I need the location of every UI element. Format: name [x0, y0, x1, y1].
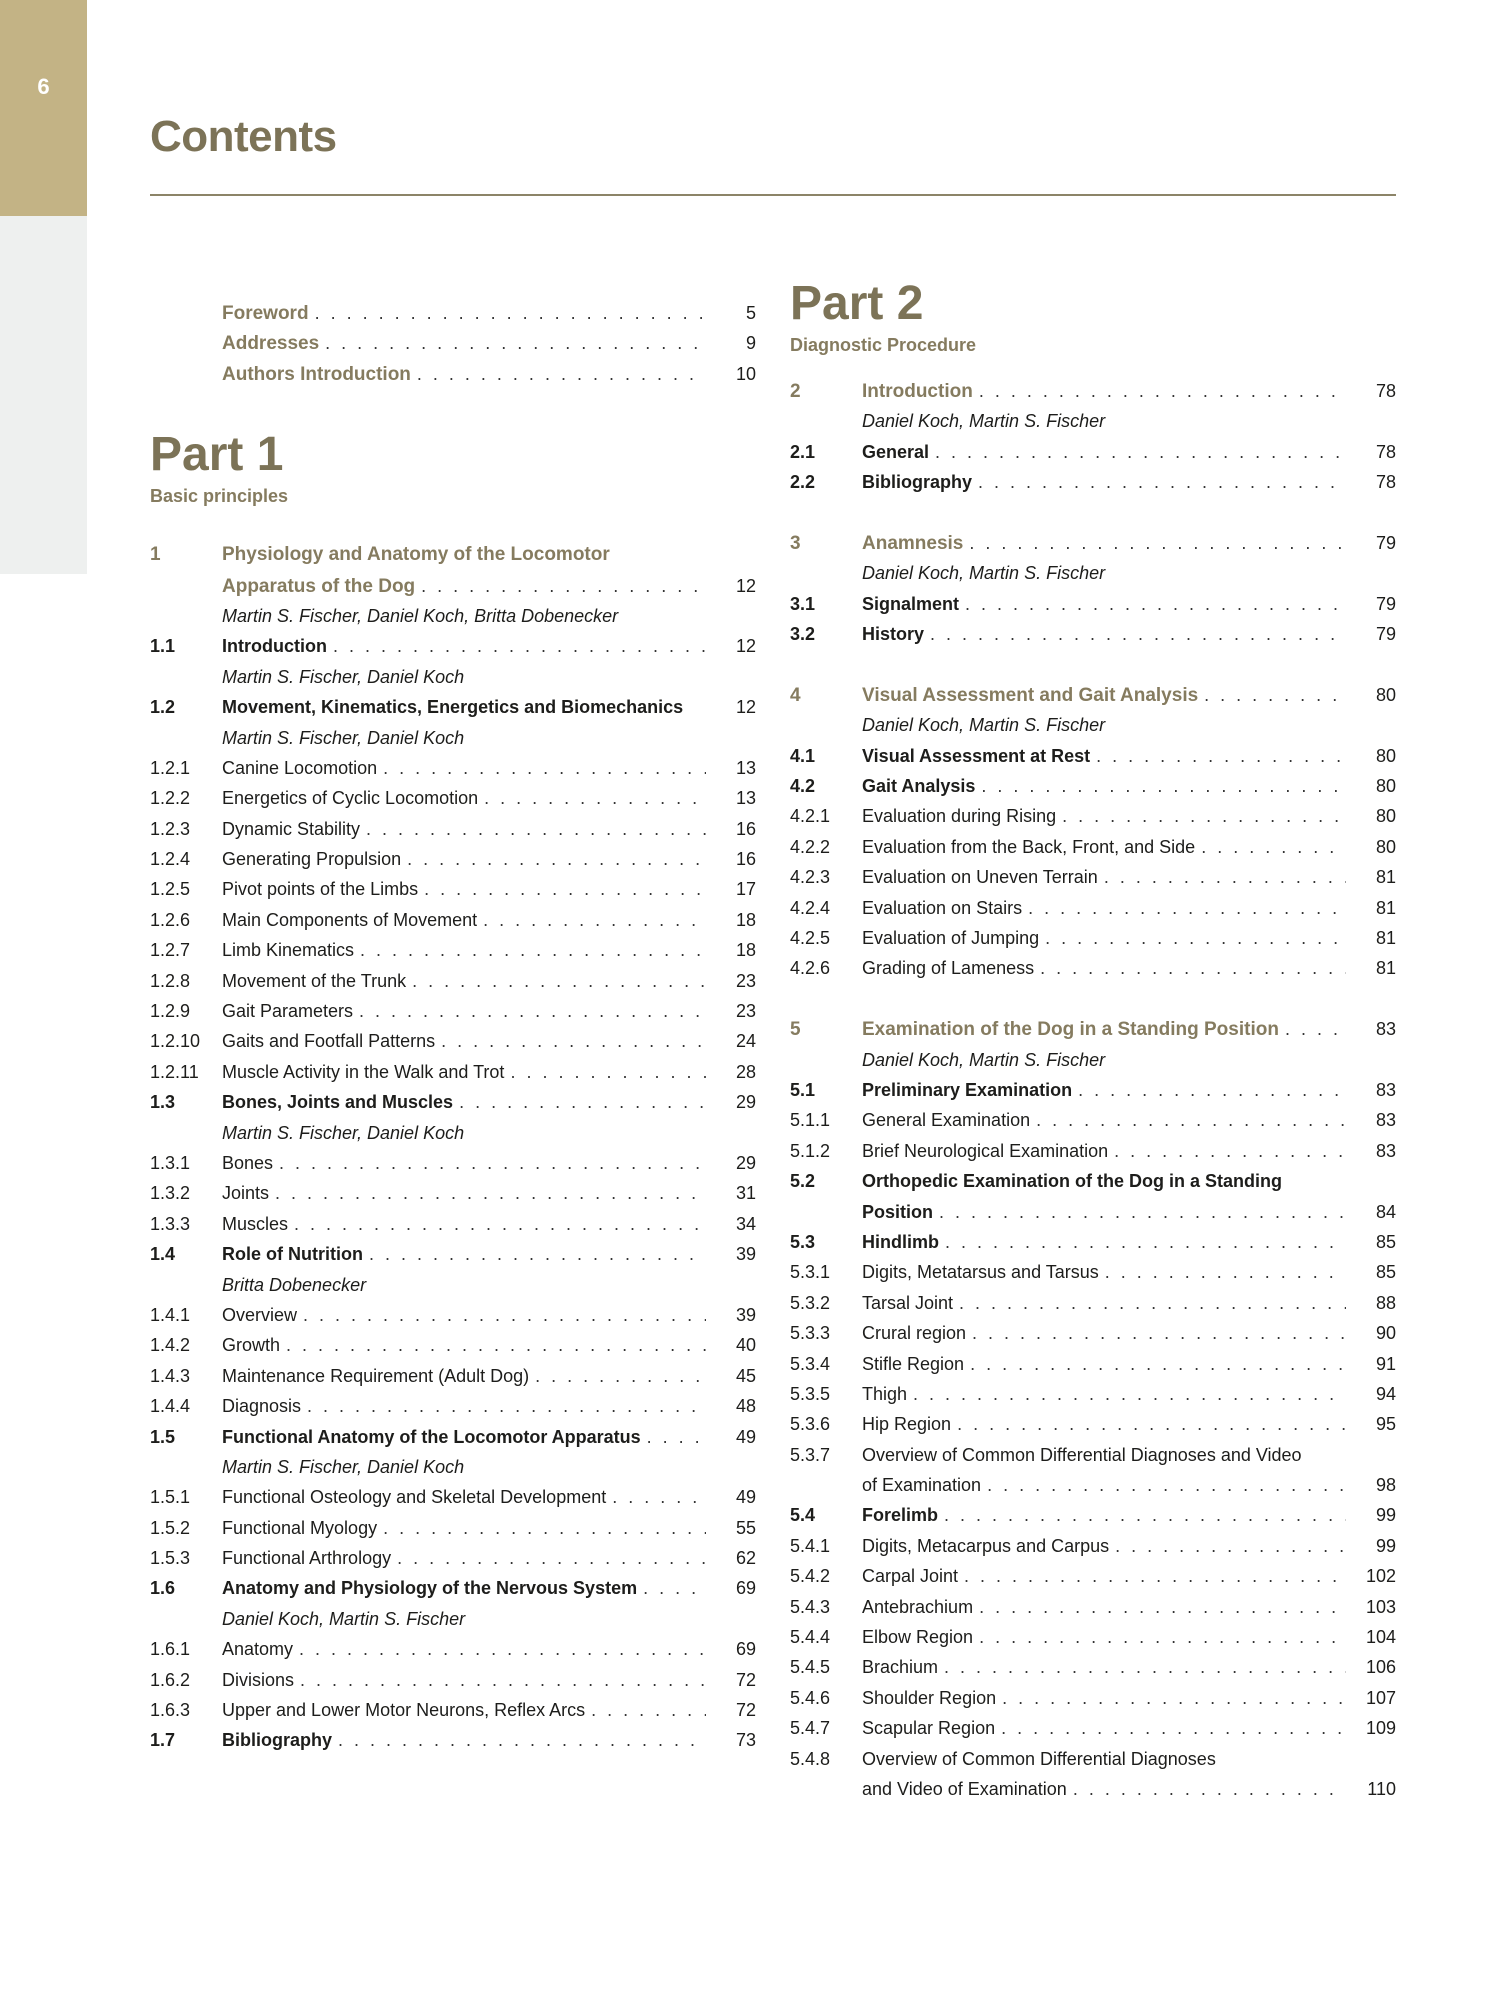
- toc-entry[interactable]: 5.1.2 Brief Neurological Examination . . . 83: [790, 1136, 1396, 1166]
- toc-entry[interactable]: 5.4.1 Digits, Metacarpus and Carpus . . . 99: [790, 1531, 1396, 1561]
- toc-entry[interactable]: 4.2.2 Evaluation from the Back, Front, and Side . . . 80: [790, 832, 1396, 862]
- toc-entry-5-3-7-line1[interactable]: 5.3.7 Overview of Common Differential Diagnoses and Video: [790, 1444, 1302, 1465]
- toc-entry[interactable]: 1.3.2 Joints . . . 31: [150, 1178, 756, 1208]
- toc-section-1-6-author: Daniel Koch, Martin S. Fischer: [222, 1608, 466, 1629]
- toc-left-column: [150, 298, 756, 1756]
- toc-entry[interactable]: 1.2.9 Gait Parameters . . . 23: [150, 996, 756, 1026]
- toc-chapter-5-author: Daniel Koch, Martin S. Fischer: [862, 1049, 1106, 1070]
- toc-section-1-4[interactable]: 1.4 Role of Nutrition . . . 39: [150, 1239, 756, 1269]
- toc-chapter-1-line2[interactable]: Apparatus of the Dog . . . 12: [150, 571, 756, 601]
- toc-entry[interactable]: 1.4.4 Diagnosis . . . 48: [150, 1391, 756, 1421]
- toc-entry[interactable]: 5.4.4 Elbow Region . . . 104: [790, 1622, 1396, 1652]
- toc-section-5-3[interactable]: 5.3 Hindlimb . . . 85: [790, 1227, 1396, 1257]
- toc-section-1-6[interactable]: 1.6 Anatomy and Physiology of the Nervous System . . . 69: [150, 1573, 756, 1603]
- toc-entry[interactable]: 2.1 General . . . 78: [790, 437, 1396, 467]
- toc-entry[interactable]: 1.6.1 Anatomy . . . 69: [150, 1634, 756, 1664]
- toc-entry[interactable]: 1.2.8 Movement of the Trunk . . . 23: [150, 966, 756, 996]
- toc-chapter-2-author: Daniel Koch, Martin S. Fischer: [862, 411, 1106, 432]
- toc-section-5-1[interactable]: 5.1 Preliminary Examination . . . 83: [790, 1075, 1396, 1105]
- toc-chapter-3-author: Daniel Koch, Martin S. Fischer: [862, 563, 1106, 584]
- toc-section-1-3-author: Martin S. Fischer, Daniel Koch: [222, 1122, 465, 1143]
- toc-entry[interactable]: 1.2.7 Limb Kinematics . . . 18: [150, 935, 756, 965]
- toc-entry[interactable]: 1.6.2 Divisions . . . 72: [150, 1665, 756, 1695]
- toc-entry[interactable]: 4.2.6 Grading of Lameness . . . 81: [790, 953, 1396, 983]
- toc-chapter-5[interactable]: 5 Examination of the Dog in a Standing Position . . . 83: [790, 1014, 1396, 1044]
- toc-entry[interactable]: 1.2.4 Generating Propulsion . . . 16: [150, 844, 756, 874]
- toc-entry[interactable]: 1.5.3 Functional Arthrology . . . 62: [150, 1543, 756, 1573]
- toc-front-authors-introduction[interactable]: Authors Introduction . . . 10: [150, 359, 756, 389]
- toc-section-1-2[interactable]: 1.2 Movement, Kinematics, Energetics and Biomechanics 12: [150, 697, 756, 718]
- toc-entry-5-4-8-line2[interactable]: and Video of Examination . . . 110: [790, 1774, 1396, 1804]
- toc-chapter-3[interactable]: 3 Anamnesis . . . 79: [790, 528, 1396, 558]
- toc-entry[interactable]: 4.2.4 Evaluation on Stairs . . . 81: [790, 893, 1396, 923]
- part1-subtitle: Basic principles: [150, 486, 289, 507]
- toc-entry[interactable]: 1.3.1 Bones . . . 29: [150, 1148, 756, 1178]
- toc-front-foreword[interactable]: Foreword . . . 5: [150, 298, 756, 328]
- toc-entry[interactable]: 4.2.3 Evaluation on Uneven Terrain . . . 81: [790, 862, 1396, 892]
- toc-entry[interactable]: 5.4.7 Scapular Region . . . 109: [790, 1713, 1396, 1743]
- page-title: Contents: [150, 112, 337, 161]
- toc-entry[interactable]: 5.3.1 Digits, Metatarsus and Tarsus . . . 85: [790, 1257, 1396, 1287]
- toc-entry[interactable]: 5.3.6 Hip Region . . . 95: [790, 1409, 1396, 1439]
- toc-section-1-3[interactable]: 1.3 Bones, Joints and Muscles . . . 29: [150, 1087, 756, 1117]
- toc-section-1-5-author: Martin S. Fischer, Daniel Koch: [222, 1456, 465, 1477]
- toc-entry[interactable]: 1.4.1 Overview . . . 39: [150, 1300, 756, 1330]
- side-band: [0, 216, 87, 574]
- toc-section-1-2-author: Martin S. Fischer, Daniel Koch: [222, 727, 465, 748]
- toc-section-1-1[interactable]: 1.1 Introduction . . . 12: [150, 631, 756, 661]
- toc-entry[interactable]: 2.2 Bibliography . . . 78: [790, 467, 1396, 497]
- toc-entry[interactable]: 5.3.4 Stifle Region . . . 91: [790, 1349, 1396, 1379]
- toc-section-5-2-line1[interactable]: 5.2 Orthopedic Examination of the Dog in a Standing: [790, 1171, 1283, 1192]
- part1-title: Part 1: [150, 428, 284, 482]
- toc-entry[interactable]: 5.4.5 Brachium . . . 106: [790, 1652, 1396, 1682]
- toc-entry[interactable]: 5.3.3 Crural region . . . 90: [790, 1318, 1396, 1348]
- toc-entry[interactable]: 1.2.5 Pivot points of the Limbs . . . 17: [150, 874, 756, 904]
- toc-entry-5-4-8-line1[interactable]: 5.4.8 Overview of Common Differential Diagnoses: [790, 1748, 1216, 1769]
- toc-entry[interactable]: 5.4.2 Carpal Joint . . . 102: [790, 1561, 1396, 1591]
- part2-subtitle: Diagnostic Procedure: [790, 335, 977, 355]
- toc-section-5-4[interactable]: 5.4 Forelimb . . . 99: [790, 1500, 1396, 1530]
- page-number: 6: [37, 74, 50, 99]
- toc-entry-5-3-7-line2[interactable]: of Examination . . . 98: [790, 1470, 1396, 1500]
- toc-section-5-2-line2[interactable]: Position . . . 84: [790, 1197, 1396, 1227]
- toc-entry[interactable]: 1.4.2 Growth . . . 40: [150, 1330, 756, 1360]
- part2-title: Part 2: [790, 277, 924, 330]
- toc-chapter-1-author: Martin S. Fischer, Daniel Koch, Britta Dobenecker: [222, 605, 619, 626]
- toc-entry[interactable]: 1.2.3 Dynamic Stability . . . 16: [150, 814, 756, 844]
- toc-chapter-2[interactable]: 2 Introduction . . . 78: [790, 376, 1396, 406]
- toc-entry[interactable]: 3.1 Signalment . . . 79: [790, 589, 1396, 619]
- toc-entry[interactable]: 5.3.5 Thigh . . . 94: [790, 1379, 1396, 1409]
- toc-section-4-1[interactable]: 4.1 Visual Assessment at Rest . . . 80: [790, 741, 1396, 771]
- toc-chapter-4-author: Daniel Koch, Martin S. Fischer: [862, 715, 1106, 736]
- toc-front-addresses[interactable]: Addresses . . . 9: [150, 328, 756, 358]
- toc-entry[interactable]: 1.4.3 Maintenance Requirement (Adult Dog) . . . 45: [150, 1361, 756, 1391]
- toc-section-1-7[interactable]: 1.7 Bibliography . . . 73: [150, 1725, 756, 1755]
- toc-entry[interactable]: 1.6.3 Upper and Lower Motor Neurons, Reflex Arcs . . . 72: [150, 1695, 756, 1725]
- toc-section-1-1-author: Martin S. Fischer, Daniel Koch: [222, 666, 465, 687]
- toc-entry[interactable]: 1.2.2 Energetics of Cyclic Locomotion . . . 13: [150, 783, 756, 813]
- toc-chapter-1-line1[interactable]: 1 Physiology and Anatomy of the Locomotor: [150, 544, 610, 566]
- toc-entry[interactable]: 1.2.11 Muscle Activity in the Walk and Trot . . . 28: [150, 1057, 756, 1087]
- toc-entry[interactable]: 1.2.6 Main Components of Movement . . . 18: [150, 905, 756, 935]
- toc-entry[interactable]: 1.2.1 Canine Locomotion . . . 13: [150, 753, 756, 783]
- toc-entry[interactable]: 5.4.3 Antebrachium . . . 103: [790, 1592, 1396, 1622]
- toc-entry[interactable]: 5.3.2 Tarsal Joint . . . 88: [790, 1288, 1396, 1318]
- toc-right-column: [790, 278, 1396, 1804]
- toc-entry[interactable]: 4.2.5 Evaluation of Jumping . . . 81: [790, 923, 1396, 953]
- toc-entry[interactable]: 1.3.3 Muscles . . . 34: [150, 1209, 756, 1239]
- toc-entry[interactable]: 1.5.1 Functional Osteology and Skeletal Development . . . 49: [150, 1482, 756, 1512]
- toc-entry[interactable]: 5.4.6 Shoulder Region . . . 107: [790, 1683, 1396, 1713]
- toc-section-4-2[interactable]: 4.2 Gait Analysis . . . 80: [790, 771, 1396, 801]
- toc-entry[interactable]: 5.1.1 General Examination . . . 83: [790, 1105, 1396, 1135]
- toc-entry[interactable]: 4.2.1 Evaluation during Rising . . . 80: [790, 801, 1396, 831]
- toc-chapter-4[interactable]: 4 Visual Assessment and Gait Analysis . . . 80: [790, 680, 1396, 710]
- page-tab-band: [0, 0, 87, 216]
- toc-entry[interactable]: 1.5.2 Functional Myology . . . 55: [150, 1513, 756, 1543]
- toc-entry[interactable]: 1.2.10 Gaits and Footfall Patterns . . . 24: [150, 1026, 756, 1056]
- toc-section-1-4-author: Britta Dobenecker: [222, 1274, 367, 1295]
- toc-entry[interactable]: 3.2 History . . . 79: [790, 619, 1396, 649]
- toc-section-1-5[interactable]: 1.5 Functional Anatomy of the Locomotor Apparatus . . . 49: [150, 1422, 756, 1452]
- title-rule: [150, 194, 1396, 196]
